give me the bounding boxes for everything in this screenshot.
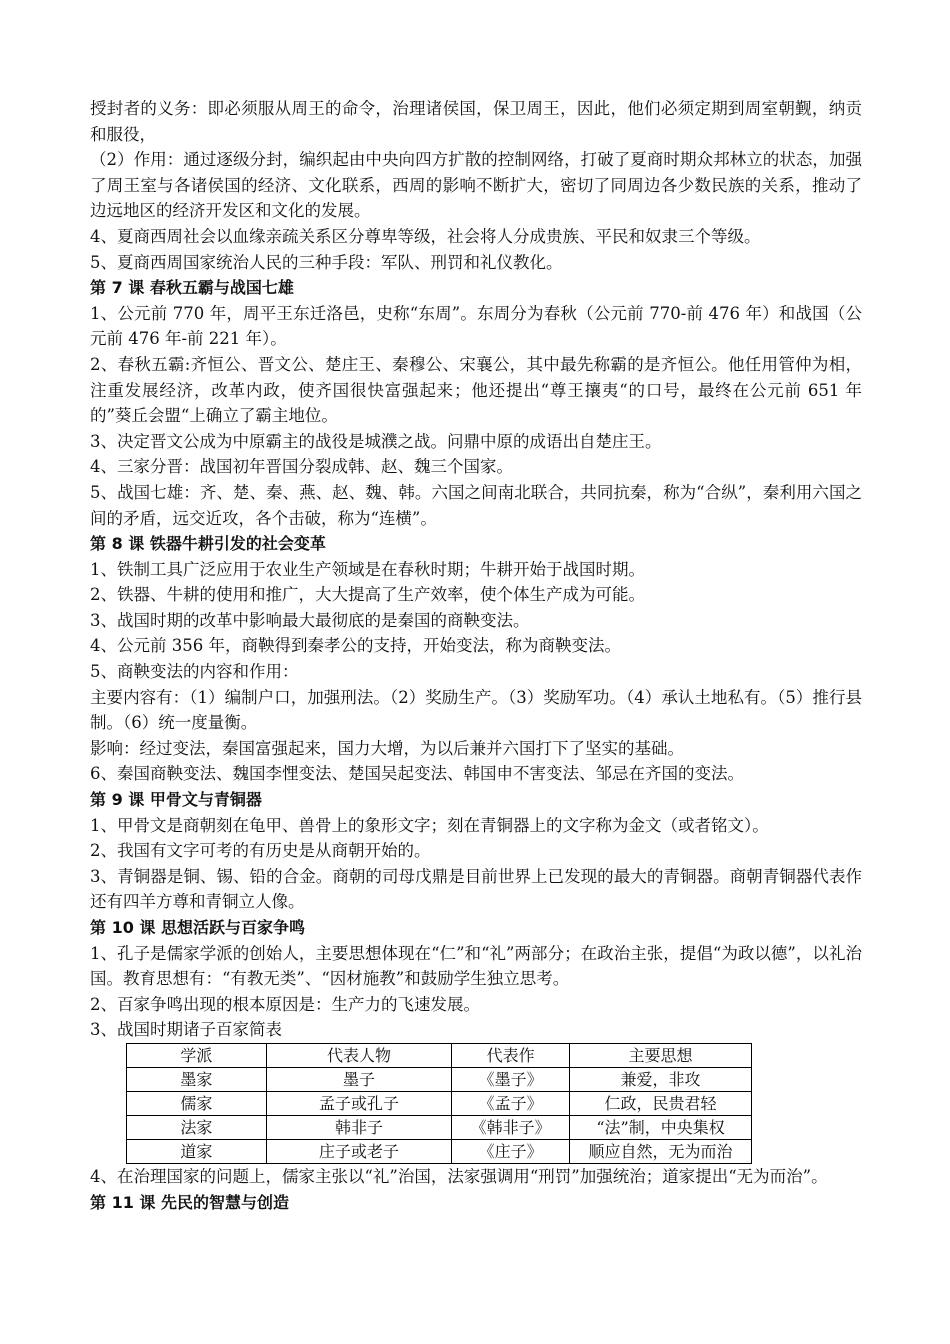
list-item: 3、战国时期诸子百家简表 [90, 1020, 282, 1040]
lesson-9-heading: 第 9 课 甲骨文与青铜器 [90, 790, 262, 810]
lesson-7-heading: 第 7 课 春秋五霸与战国七雄 [90, 278, 294, 298]
table-cell: 道家 [127, 1139, 267, 1163]
list-item: 3、决定晋文公成为中原霸主的战役是城濮之战。问鼎中原的成语出自楚庄王。 [90, 431, 662, 451]
table-cell: 墨家 [127, 1067, 267, 1091]
list-item: 4、在治理国家的问题上，儒家主张以“礼”治国，法家强调用“刑罚”加强统治；道家提出“无为而治”。 [90, 1166, 828, 1186]
table-row [127, 1115, 752, 1139]
list-item: 6、秦国商鞅变法、魏国李悝变法、楚国吴起变法、韩国申不害变法、邹忌在齐国的变法。 [90, 764, 744, 784]
list-item: 1、孔子是儒家学派的创始人，主要思想体现在“仁”和“礼”两部分；在政治主张，提倡“为政以德”，以礼治国。教育思想有：“有教无类”、“因材施教”和鼓励学生独立思考。 [90, 943, 862, 989]
list-item: 影响：经过变法，秦国富强起来，国力大增，为以后兼并六国打下了坚实的基础。 [90, 738, 684, 758]
table-header-cell: 主要思想 [570, 1043, 752, 1067]
list-item: 1、铁制工具广泛应用于农业生产领域是在春秋时期；牛耕开始于战国时期。 [90, 559, 645, 579]
table-cell: 仁政，民贵君轻 [570, 1091, 752, 1115]
paragraph: 4、夏商西周社会以血缘亲疏关系区分尊卑等级，社会将人分成贵族、平民和奴隶三个等级。 [90, 226, 761, 246]
table-cell: 顺应自然，无为而治 [570, 1139, 752, 1163]
table-cell: 《孟子》 [452, 1091, 570, 1115]
paragraph: 5、夏商西周国家统治人民的三种手段：军队、刑罚和礼仪教化。 [90, 252, 563, 272]
table-row [127, 1091, 752, 1115]
document-page [90, 96, 862, 1215]
table-cell: 墨子 [266, 1067, 452, 1091]
list-item: 5、战国七雄：齐、楚、秦、燕、赵、魏、韩。六国之间南北联合，共同抗秦，称为“合纵”，秦利用六国之间的矛盾，远交近攻，各个击破，称为“连横”。 [90, 482, 862, 528]
paragraph: 授封者的义务：即必须服从周王的命令，治理诸侯国，保卫周王，因此，他们必须定期到周室朝觐，纳贡和服役， [90, 99, 862, 144]
table-cell: 兼爱，非攻 [570, 1067, 752, 1091]
table-cell: 孟子或孔子 [266, 1091, 452, 1115]
table-cell: 法家 [127, 1115, 267, 1139]
list-item: 2、我国有文字可考的有历史是从商朝开始的。 [90, 841, 431, 861]
table-cell: 《韩非子》 [452, 1115, 570, 1139]
list-item: 4、公元前 356 年，商鞅得到秦孝公的支持，开始变法，称为商鞅变法。 [90, 636, 621, 656]
paragraph: （2）作用：通过逐级分封，编织起由中央向四方扩散的控制网络，打破了夏商时期众邦林立的状态，加强了周王室与各诸侯国的经济、文化联系，西周的影响不断扩大，密切了同周边各少数民族的关系，推动了边远地区的经济开发区和文化的发展。 [90, 150, 862, 221]
lesson-8-heading: 第 8 课 铁器牛耕引发的社会变革 [90, 534, 326, 554]
table-header-cell: 学派 [127, 1043, 267, 1067]
table-cell: 庄子或老子 [266, 1139, 452, 1163]
table-header-row [127, 1043, 752, 1067]
table-header-cell: 代表作 [452, 1043, 570, 1067]
lesson-11-heading: 第 11 课 先民的智慧与创造 [90, 1192, 289, 1212]
table-cell: 《墨子》 [452, 1067, 570, 1091]
list-item: 3、战国时期的改革中影响最大最彻底的是秦国的商鞅变法。 [90, 610, 530, 630]
table-cell: “法”制，中央集权 [570, 1115, 752, 1139]
list-item: 2、春秋五霸:齐恒公、晋文公、楚庄王、秦穆公、宋襄公，其中最先称霸的是齐恒公。他任用管仲为相，注重发展经济，改革内政，使齐国很快富强起来；他还提出“尊王攘夷“的口号，最终在公元前 651 年的”葵丘会盟“上确立了霸主地位。 [90, 354, 862, 426]
list-item: 5、商鞅变法的内容和作用： [90, 662, 299, 682]
list-item: 4、三家分晋：战国初年晋国分裂成韩、赵、魏三个国家。 [90, 457, 513, 477]
list-item: 2、百家争鸣出现的根本原因是：生产力的飞速发展。 [90, 994, 480, 1014]
schools-summary-table [126, 1043, 752, 1164]
table-cell: 儒家 [127, 1091, 267, 1115]
list-item: 1、公元前 770 年，周平王东迁洛邑，史称“东周”。东周分为春秋（公元前 770-前 476 年）和战国（公元前 476 年-前 221 年）。 [90, 303, 862, 349]
list-item: 3、青铜器是铜、锡、铅的合金。商朝的司母戊鼎是目前世界上已发现的最大的青铜器。商朝青铜器代表作还有四羊方尊和青铜立人像。 [90, 866, 862, 912]
list-item: 2、铁器、牛耕的使用和推广，大大提高了生产效率，使个体生产成为可能。 [90, 585, 645, 605]
lesson-10-heading: 第 10 课 思想活跃与百家争鸣 [90, 918, 305, 937]
table-row [127, 1067, 752, 1091]
table-cell: 《庄子》 [452, 1139, 570, 1163]
list-item: 1、甲骨文是商朝刻在龟甲、兽骨上的象形文字；刻在青铜器上的文字称为金文（或者铭文）。 [90, 815, 769, 835]
table-row [127, 1139, 752, 1163]
list-item: 主要内容有：（1）编制户口，加强刑法。（2）奖励生产。（3）奖励军功。（4）承认土地私有。（5）推行县制。（6）统一度量衡。 [90, 687, 862, 733]
table-header-cell: 代表人物 [266, 1043, 452, 1067]
table-cell: 韩非子 [266, 1115, 452, 1139]
